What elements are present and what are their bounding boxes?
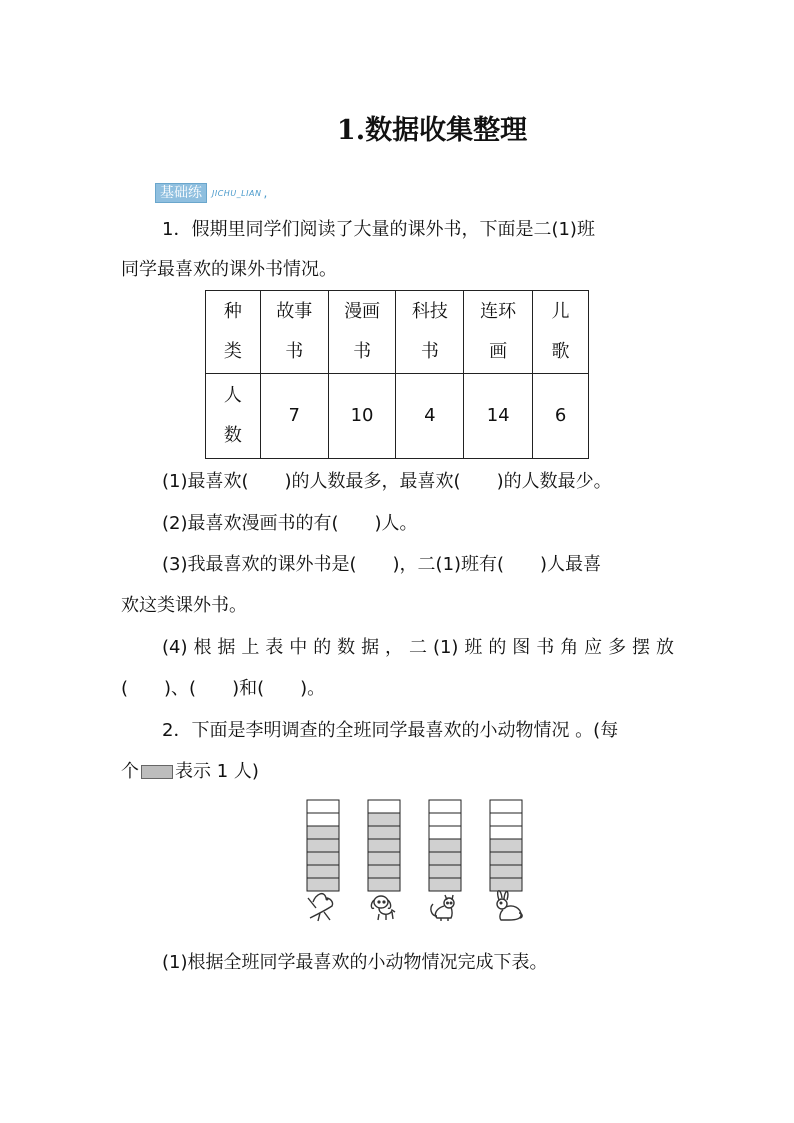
stack-bird bbox=[307, 800, 339, 891]
badge-label: 基础练 bbox=[155, 183, 207, 203]
empty-cell bbox=[490, 826, 522, 839]
filled-cell bbox=[368, 826, 400, 839]
q2-intro-post: 表示 1 人) bbox=[175, 761, 259, 782]
q1-sub3-line1: (3)我最喜欢的课外书是( )，二(1)班有( )人最喜 bbox=[162, 554, 602, 575]
table-count: 10 bbox=[328, 374, 396, 459]
table-category: 科技书 bbox=[396, 291, 464, 374]
q2-sub1: (1)根据全班同学最喜欢的小动物情况完成下表。 bbox=[162, 952, 548, 973]
filled-cell bbox=[429, 878, 461, 891]
empty-cell bbox=[429, 800, 461, 813]
q1-intro-line2: 同学最喜欢的课外书情况。 bbox=[121, 259, 337, 280]
badge-sub: JICHU_LIAN bbox=[212, 188, 262, 198]
empty-cell bbox=[490, 813, 522, 826]
q2-intro-pre: 个 bbox=[121, 761, 139, 782]
empty-cell bbox=[307, 813, 339, 826]
filled-cell bbox=[368, 878, 400, 891]
empty-cell bbox=[307, 800, 339, 813]
filled-cell bbox=[429, 839, 461, 852]
bird-icon bbox=[308, 894, 333, 921]
filled-cell bbox=[490, 878, 522, 891]
table-count: 14 bbox=[464, 374, 533, 459]
q2-intro-line1: 2．下面是李明调查的全班同学最喜欢的小动物情况 。(每 bbox=[162, 720, 619, 741]
q1-sub3-line2: 欢这类课外书。 bbox=[121, 595, 247, 616]
stack-rabbit bbox=[490, 800, 522, 891]
table-count: 6 bbox=[533, 374, 589, 459]
filled-cell bbox=[307, 826, 339, 839]
page-title: 1.数据收集整理 bbox=[336, 115, 528, 146]
badge-dot: , bbox=[263, 186, 268, 200]
animal-pictograph bbox=[295, 795, 545, 935]
filled-cell bbox=[368, 852, 400, 865]
filled-cell bbox=[429, 852, 461, 865]
filled-cell bbox=[307, 839, 339, 852]
table-category: 连环画 bbox=[464, 291, 533, 374]
filled-cell bbox=[307, 878, 339, 891]
table-row-label: 人数 bbox=[206, 374, 261, 459]
q1-sub2: (2)最喜欢漫画书的有( )人。 bbox=[162, 513, 418, 534]
dog-icon bbox=[371, 896, 395, 920]
rabbit-icon bbox=[497, 891, 522, 920]
filled-cell bbox=[490, 852, 522, 865]
q1-sub4-line1: (4)根据上表中的数据，二(1)班的图书角应多摆放 bbox=[162, 637, 674, 658]
q1-sub4-line2: ( )、( )和( )。 bbox=[121, 678, 326, 699]
filled-cell bbox=[490, 839, 522, 852]
empty-cell bbox=[368, 800, 400, 813]
filled-cell bbox=[307, 865, 339, 878]
filled-cell bbox=[368, 839, 400, 852]
legend-key bbox=[141, 765, 173, 779]
table-category: 故事书 bbox=[260, 291, 328, 374]
cat-icon bbox=[431, 895, 454, 921]
q2-intro-line2 bbox=[121, 760, 259, 784]
filled-cell bbox=[368, 865, 400, 878]
table-category: 儿歌 bbox=[533, 291, 589, 374]
filled-cell bbox=[368, 813, 400, 826]
table-count: 7 bbox=[260, 374, 328, 459]
empty-cell bbox=[429, 813, 461, 826]
filled-cell bbox=[307, 852, 339, 865]
q1-sub1: (1)最喜欢( )的人数最多，最喜欢( )的人数最少。 bbox=[162, 471, 612, 492]
table-category: 漫画书 bbox=[328, 291, 396, 374]
empty-cell bbox=[429, 826, 461, 839]
section-badge bbox=[155, 183, 267, 203]
stack-cat bbox=[429, 800, 461, 891]
filled-cell bbox=[429, 865, 461, 878]
filled-cell bbox=[490, 865, 522, 878]
q1-intro-line1: 1．假期里同学们阅读了大量的课外书，下面是二(1)班 bbox=[162, 219, 595, 240]
empty-cell bbox=[490, 800, 522, 813]
books-table bbox=[205, 290, 589, 459]
stack-dog bbox=[368, 800, 400, 891]
table-header-label: 种类 bbox=[206, 291, 261, 374]
table-count: 4 bbox=[396, 374, 464, 459]
